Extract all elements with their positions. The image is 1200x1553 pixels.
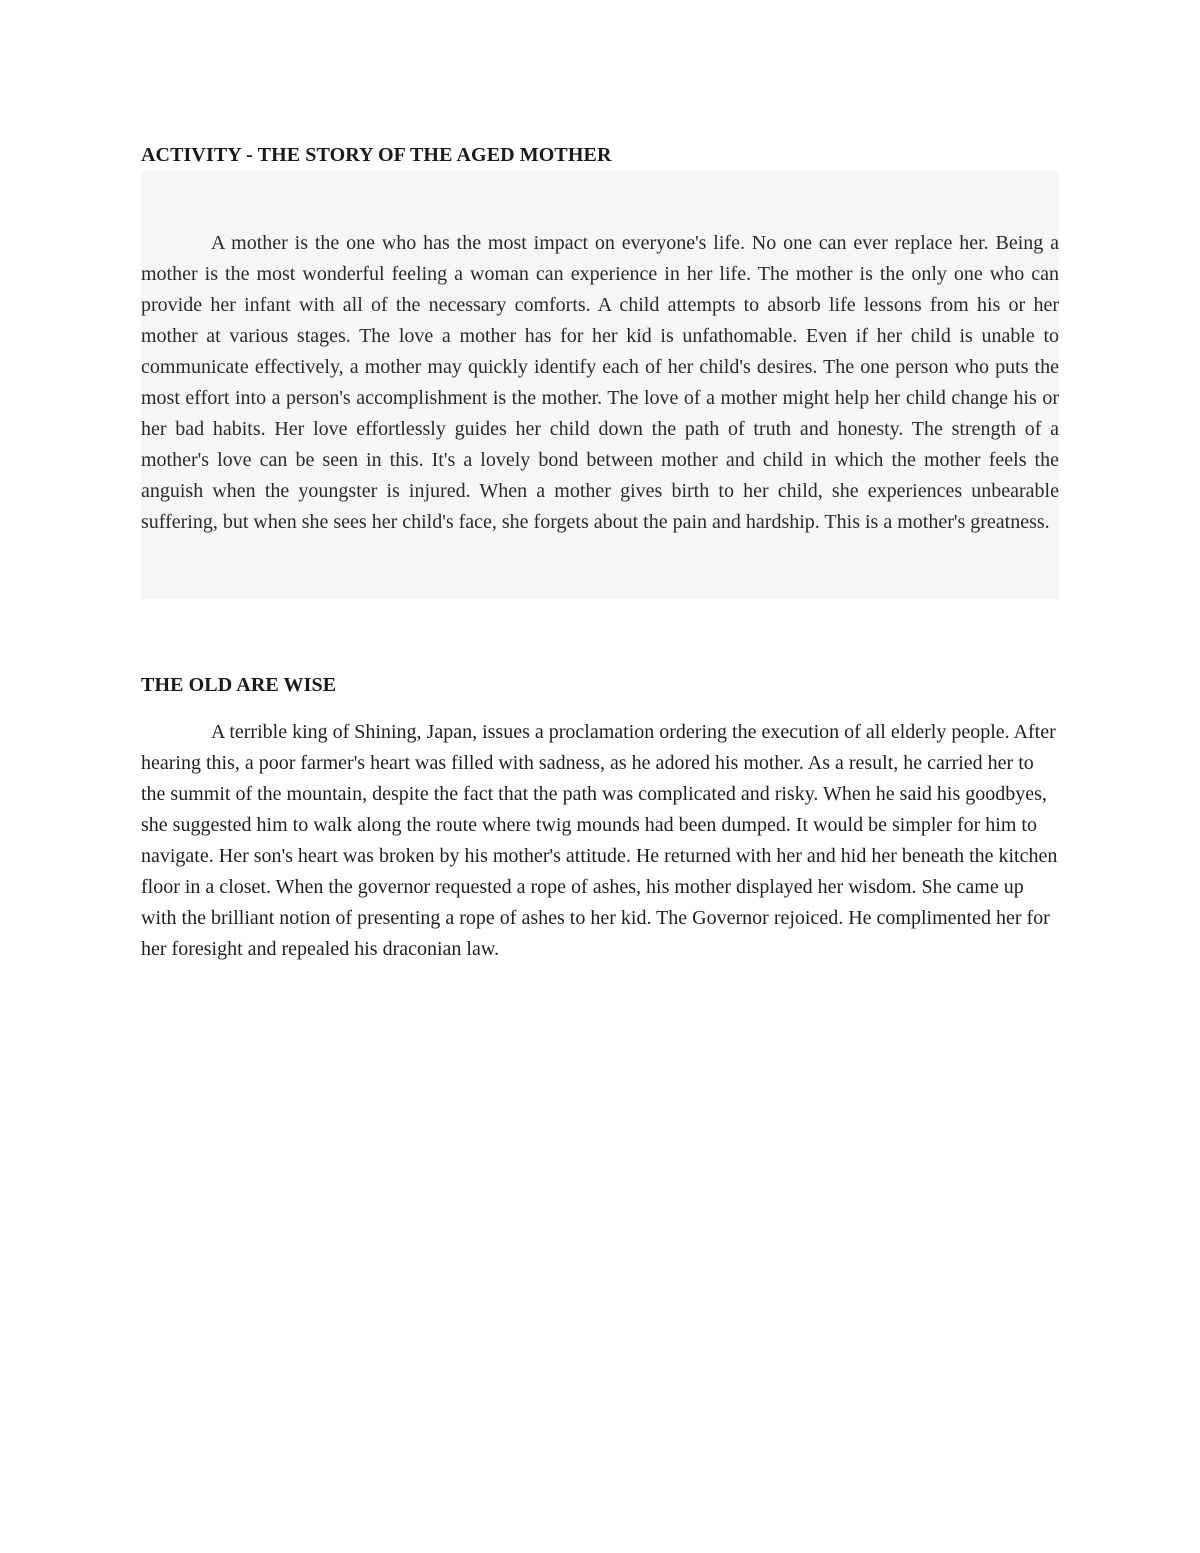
section-one-body: A mother is the one who has the most impact on everyone's life. No one can ever replace her. Being a mother is the most wonderful feeling a woman can experience in her life. The mother is the only one who can provide her infant with all of the necessary comforts. A child attempts to absorb life lessons from his or her mother at various stages. The love a mother has for her kid is unfathomable. Even if her child is unable to communicate effectively, a mother may quickly identify each of her child's desires. The one person who puts the most effort into a person's accomplishment is the mother. The love of a mother might help her child change his or her bad habits. Her love effortlessly guides her child down the path of truth and honesty. The strength of a mother's love can be seen in this. It's a lovely bond between mother and child in which the mother feels the anguish when the youngster is injured. When a mother gives birth to her child, she experiences unbearable suffering, but when she sees her child's face, she forgets about the pain and hardship. This is a mother's greatness.	[141, 232, 1059, 533]
section-one-title: ACTIVITY - THE STORY OF THE AGED MOTHER	[141, 144, 612, 166]
section-two-title: THE OLD ARE WISE	[141, 674, 337, 696]
section-two-body: A terrible king of Shining, Japan, issues a proclamation ordering the execution of all elderly people. After hearing this, a poor farmer's heart was filled with sadness, as he adored his mother. As a result, he carried her to the summit of the mountain, despite the fact that the path was complicated and risky. When he said his goodbyes, she suggested him to walk along the route where twig mounds had been dumped. It would be simpler for him to navigate. Her son's heart was broken by his mother's attitude. He returned with her and hid her beneath the kitchen floor in a closet. When the governor requested a rope of ashes, his mother displayed her wisdom. She came up with the brilliant notion of presenting a rope of ashes to her kid. The Governor rejoiced. He complimented her for her foresight and repealed his draconian law.	[141, 721, 1058, 960]
